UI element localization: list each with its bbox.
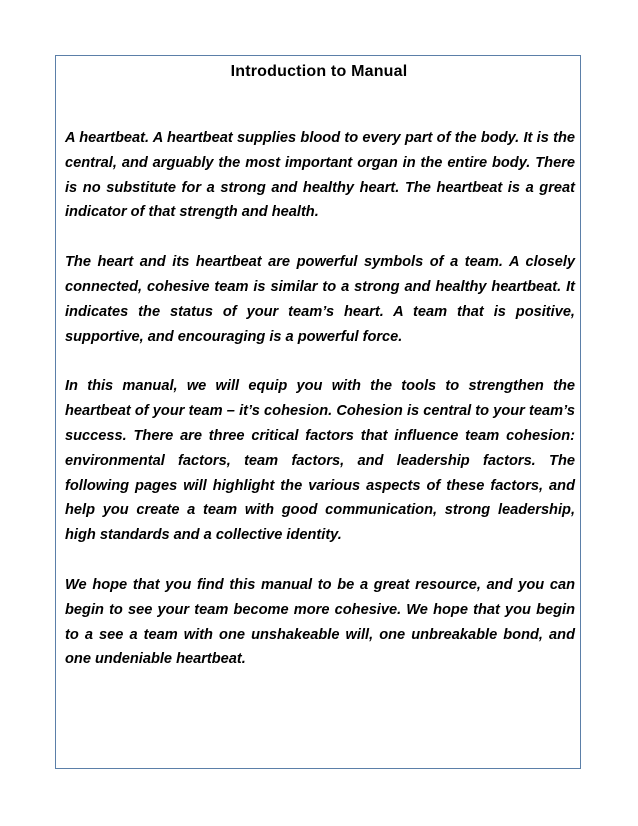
- paragraph-4: We hope that you find this manual to be a great resource, and you can begin to see your team become more cohesive. We hope that you begin to a see a team with one unshakeable will, one unbreakable bond, and one undeniable heartbeat.: [65, 576, 575, 668]
- paragraph-2: The heart and its heartbeat are powerful symbols of a team. A closely connected, cohesive team is similar to a strong and healthy heartbeat. It indicates the status of your team’s heart. A team that is positive, supportive, and encouraging is a powerful force.: [65, 254, 575, 345]
- paragraph-1: A heartbeat. A heartbeat supplies blood to every part of the body. It is the central, and arguably the most important organ in the entire body. There is no substitute for a strong and healthy heart. The heartbeat is a great indicator of that strength and health.: [65, 130, 575, 221]
- document-body: [65, 126, 575, 697]
- paragraph-3: In this manual, we will equip you with the tools to strengthen the heartbeat of your team – it’s cohesion. Cohesion is central to your team’s success. There are three critical factors that influence team cohesion: environmental factors, team factors, and leadership factors. The following pages will highlight the various aspects of these factors, and help you create a team with good communication, strong leadership, high standards and a collective identity.: [65, 378, 575, 544]
- page-title: Introduction to Manual: [230, 63, 408, 80]
